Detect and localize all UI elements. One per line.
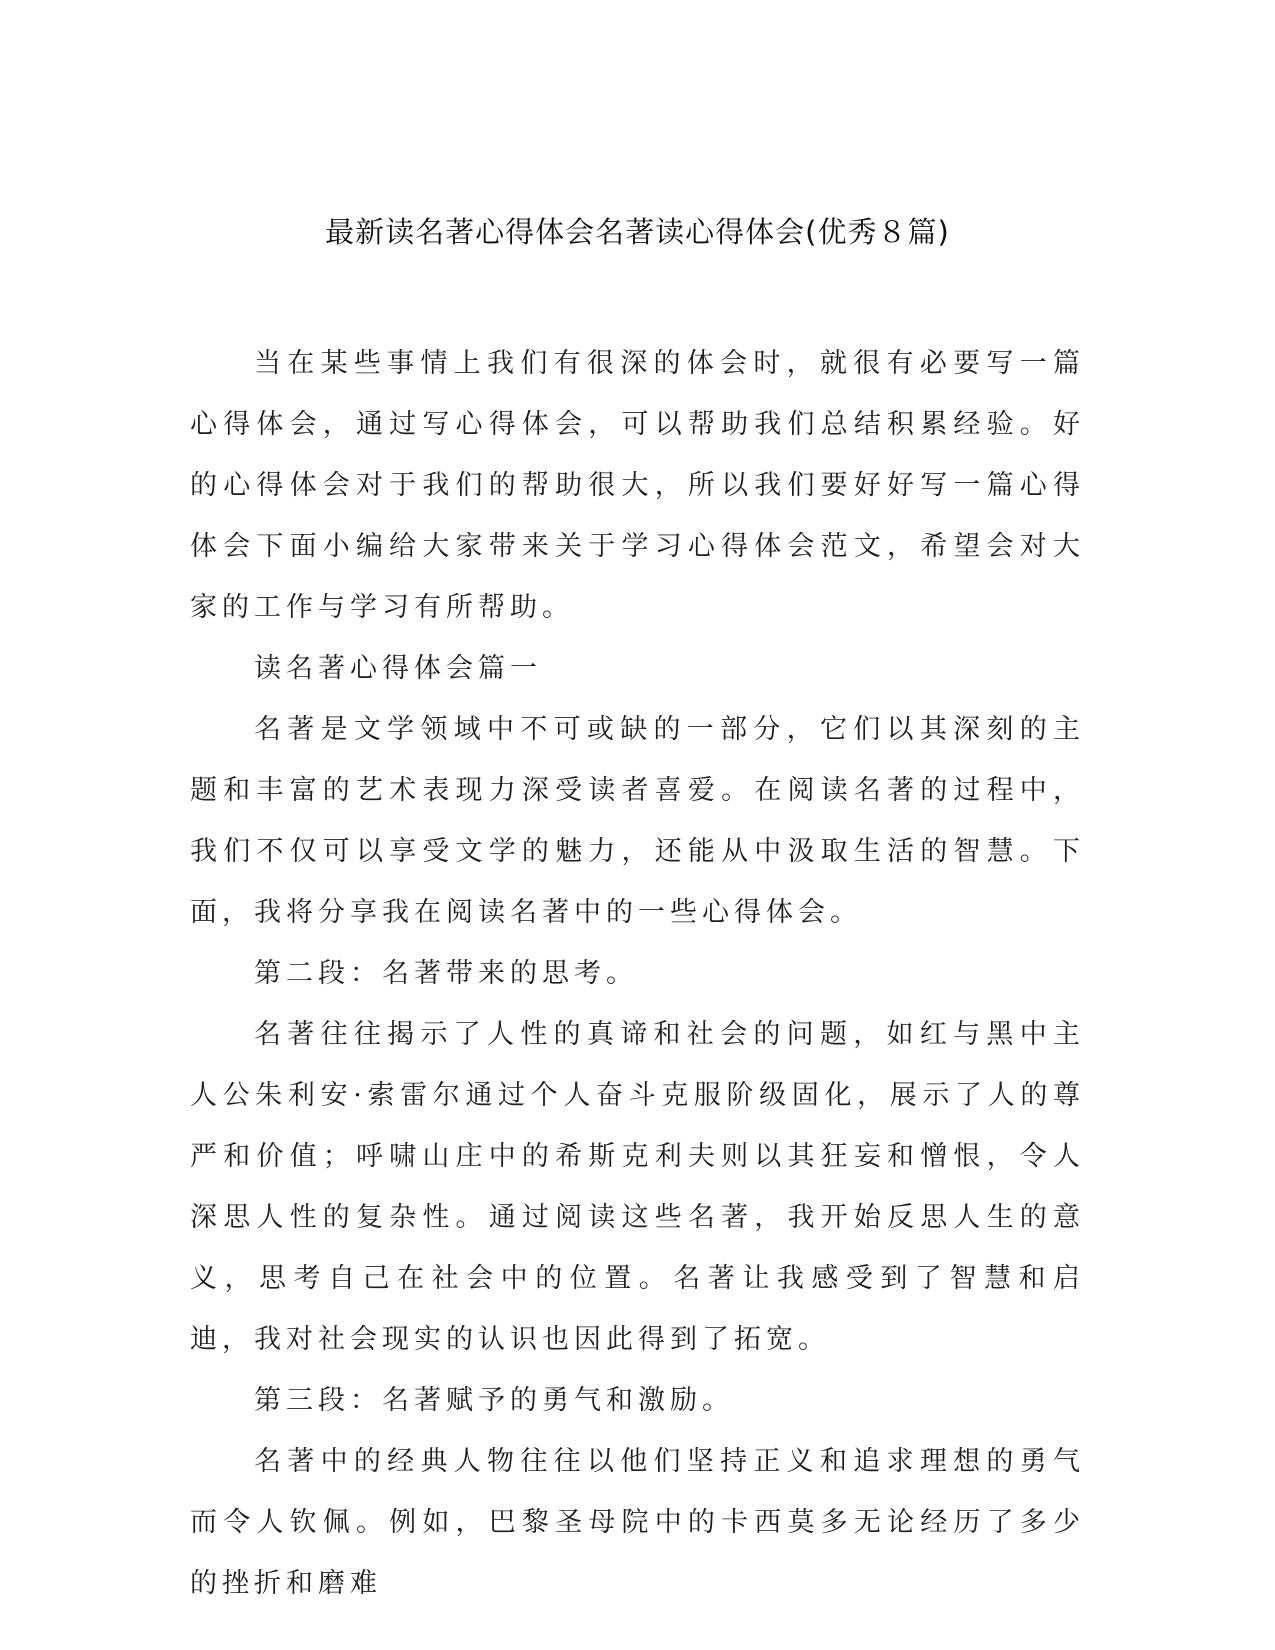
section-heading-part-one: 读名著心得体会篇一 — [254, 653, 542, 684]
section-heading-part-three: 第三段：名著赋予的勇气和激励。 — [254, 1385, 734, 1416]
document-title: 最新读名著心得体会名著读心得体会(优秀８篇) — [325, 215, 950, 249]
intro-paragraph: 当在某些事情上我们有很深的体会时，就很有必要写一篇心得体会，通过写心得体会，可以帮助我们总结积累经验。好的心得体会对于我们的帮助很大，所以我们要好好写一篇心得体会下面小编给大家带来关于学习心得体会范文，希望会对大家的工作与学习有所帮助。 — [190, 348, 1085, 623]
document-body — [190, 333, 1085, 1614]
body-paragraph: 名著中的经典人物往往以他们坚持正义和追求理想的勇气而令人钦佩。例如，巴黎圣母院中的卡西莫多无论经历了多少的挫折和磨难 — [190, 1446, 1085, 1599]
section-heading-part-two: 第二段：名著带来的思考。 — [254, 958, 638, 989]
body-paragraph: 名著是文学领域中不可或缺的一部分，它们以其深刻的主题和丰富的艺术表现力深受读者喜爱。在阅读名著的过程中，我们不仅可以享受文学的魅力，还能从中汲取生活的智慧。下面，我将分享我在阅读名著中的一些心得体会。 — [190, 714, 1085, 928]
body-paragraph: 名著往往揭示了人性的真谛和社会的问题，如红与黑中主人公朱利安·索雷尔通过个人奋斗克服阶级固化，展示了人的尊严和价值；呼啸山庄中的希斯克利夫则以其狂妄和憎恨，令人深思人性的复杂性。通过阅读这些名著，我开始反思人生的意义，思考自己在社会中的位置。名著让我感受到了智慧和启迪，我对社会现实的认识也因此得到了拓宽。 — [190, 1019, 1085, 1355]
